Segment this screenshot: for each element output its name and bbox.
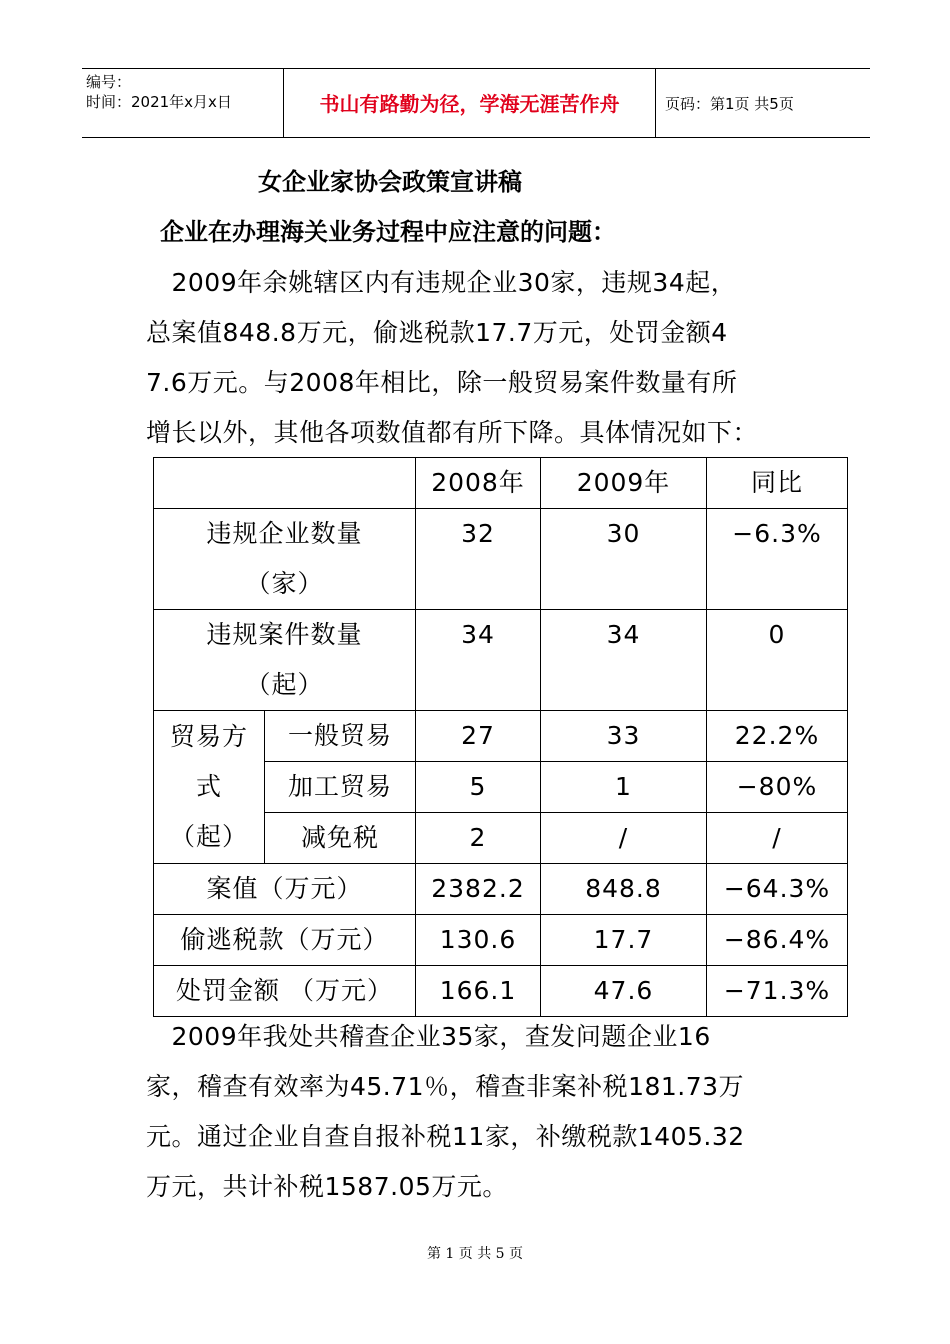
header-cell-change: 同比 [707,458,848,509]
value-2009: 33 [541,711,707,762]
header-motto-cell [283,69,656,137]
value-2008: 130.6 [416,915,541,966]
header-motto: 书山有路勤为径，学海无涯苦作舟 [319,92,620,116]
value-change: / [707,813,848,864]
value-change: 22.2% [707,711,848,762]
row-label: 加工贸易 [265,762,416,813]
header-cell-2009: 2009年 [541,458,707,509]
value-2008: 2 [416,813,541,864]
paragraph-line: 2009年余姚辖区内有违规企业30家，违规34起， [146,268,737,297]
row-label: 偷逃税款（万元） [154,915,416,966]
header-cell-empty [154,458,416,509]
paragraph-line: 元。通过企业自查自报补税11家，补缴税款1405.32 [146,1122,745,1151]
value-2009: 1 [541,762,707,813]
paragraph-line: 7.6万元。与2008年相比，除一般贸易案件数量有所 [146,368,738,397]
table-row [154,915,848,966]
value-change: −80% [707,762,848,813]
value-change: −71.3% [707,966,848,1017]
value-2008: 32 [416,509,541,610]
section-heading: 企业在办理海关业务过程中应注意的问题： [160,218,616,246]
paragraph-line: 家，稽查有效率为45.71％，稽查非案补税181.73万 [146,1072,745,1101]
header-page-cell [655,69,870,137]
violation-statistics-table [153,457,848,1017]
row-label: 一般贸易 [265,711,416,762]
value-2008: 2382.2 [416,864,541,915]
paragraph-line: 增长以外，其他各项数值都有所下降。具体情况如下： [146,418,759,447]
value-change: 0 [707,610,848,711]
value-change: −6.3% [707,509,848,610]
header-meta-cell [82,69,282,137]
intro-paragraph [146,258,758,458]
value-2008: 166.1 [416,966,541,1017]
row-label: 案值（万元） [154,864,416,915]
value-2009: 30 [541,509,707,610]
row-label-line: 违规企业数量 [206,519,363,548]
row-label: 处罚金额 （万元） [154,966,416,1017]
value-2008: 34 [416,610,541,711]
audit-paragraph [146,1012,745,1212]
row-label: 减免税 [265,813,416,864]
value-2009: 34 [541,610,707,711]
value-change: −86.4% [707,915,848,966]
value-change: −64.3% [707,864,848,915]
date-label: 时间：2021年x月x日 [86,93,232,111]
table-row [154,610,848,711]
group-label-line: 贸易方 [169,722,248,751]
page-header [82,68,870,138]
row-label-line: 违规案件数量 [206,620,363,649]
table-row [154,966,848,1017]
table-row [154,711,848,762]
serial-number-label: 编号： [86,73,132,91]
paragraph-line: 总案值848.8万元，偷逃税款17.7万元，处罚金额4 [146,318,728,347]
page-info: 页码：第1页 共5页 [665,95,794,113]
value-2009: 848.8 [541,864,707,915]
trade-mode-group-label [154,711,265,864]
header-cell-2008: 2008年 [416,458,541,509]
value-2009: 47.6 [541,966,707,1017]
row-label [154,509,416,610]
group-label-line: 式 [195,772,222,801]
table-header-row [154,458,848,509]
document-title: 女企业家协会政策宣讲稿 [258,168,522,196]
value-2009: 17.7 [541,915,707,966]
paragraph-line: 万元，共计补税1587.05万元。 [146,1172,508,1201]
table-row [154,509,848,610]
row-label-line: （家） [245,569,324,598]
row-label [154,610,416,711]
value-2008: 5 [416,762,541,813]
value-2008: 27 [416,711,541,762]
table-row [154,864,848,915]
page-footer: 第 1 页 共 5 页 [426,1246,524,1262]
value-2009: / [541,813,707,864]
row-label-line: （起） [245,670,324,699]
paragraph-line: 2009年我处共稽查企业35家，查发问题企业16 [146,1022,711,1051]
group-label-line: （起） [169,822,248,851]
